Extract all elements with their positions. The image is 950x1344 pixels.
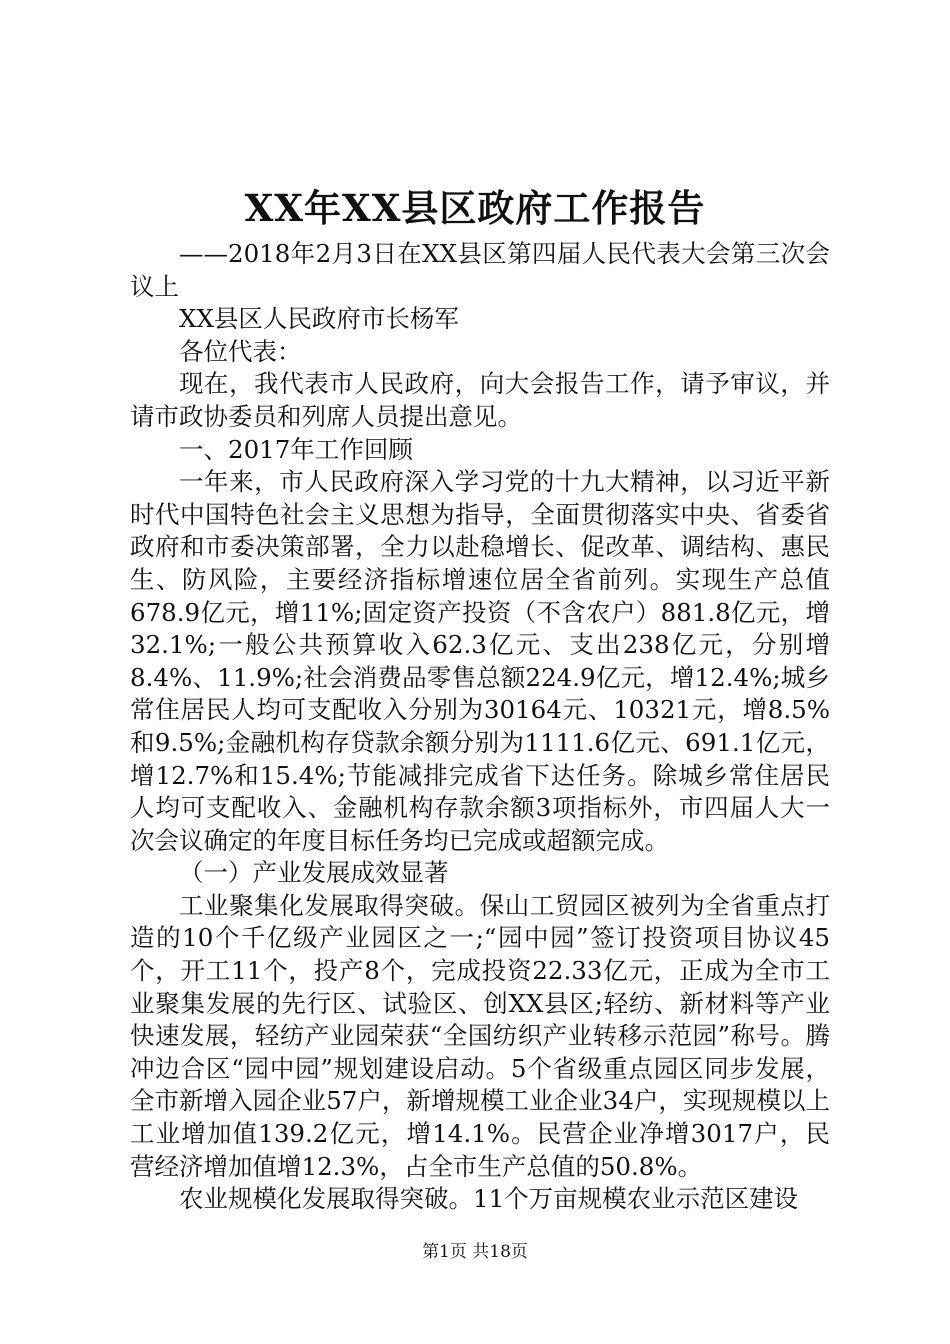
paragraph-review: 一年来，市人民政府深入学习党的十九大精神，以习近平新时代中国特色社会主义思想为指导，全面贯彻落实中央、省委省政府和市委决策部署，全力以赴稳增长、促改革、调结构、惠民生、防风险，主要经济指标增速位居全省前列。实现生产总值678.9亿元，增11%;固定资产投资（不含农户）881.8亿元，增32.1%;一般公共预算收入62.3亿元、支出238亿元，分别增8.4%、11.9%;社会消费品零售总额224.9亿元，增12.4%;城乡常住居民人均可支配收入分别为30164元、10321元，增8.5%和9.5%;金融机构存贷款余额分别为1111.6亿元、691.1亿元，增12.7%和15.4%;节能减排完成省下达任务。除城乡常住居民人均可支配收入、金融机构存款余额3项指标外，市四届人大一次会议确定的年度目标任务均已完成或超额完成。 <box>130 467 830 855</box>
subtitle-line: ——2018年2月3日在XX县区第四届人民代表大会第三次会议上 <box>130 239 830 301</box>
paragraph-agriculture: 农业规模化发展取得突破。11个万亩规模农业示范区建设 <box>179 1184 799 1214</box>
speaker-line: XX县区人民政府市长杨军 <box>179 304 459 334</box>
section-heading: 一、2017年工作回顾 <box>179 434 413 464</box>
salutation-line: 各位代表： <box>179 336 302 366</box>
page-footer: 第1页 共18页 <box>422 1242 528 1262</box>
document-title: XX年XX县区政府工作报告 <box>244 186 706 230</box>
paragraph-intro: 现在，我代表市人民政府，向大会报告工作，请予审议，并请市政协委员和列席人员提出意见。 <box>130 369 830 431</box>
subsection-heading: （一）产业发展成效显著 <box>179 858 449 888</box>
paragraph-industry: 工业聚集化发展取得突破。保山工贸园区被列为全省重点打造的10个千亿级产业园区之一;“园中园”签订投资项目协议45个，开工11个，投产8个，完成投资22.33亿元，正成为全市工业聚集发展的先行区、试验区、创XX县区;轻纺、新材料等产业快速发展，轻纺产业园荣获“全国纺织产业转移示范园”称号。腾冲边合区“园中园”规划建设启动。5个省级重点园区同步发展，全市新增入园企业57户，新增规模工业企业34户，实现规模以上工业增加值139.2亿元，增14.1%。民营企业净增3017户，民营经济增加值增12.3%，占全市生产总值的50.8%。 <box>130 890 830 1181</box>
document-body <box>130 238 830 1216</box>
